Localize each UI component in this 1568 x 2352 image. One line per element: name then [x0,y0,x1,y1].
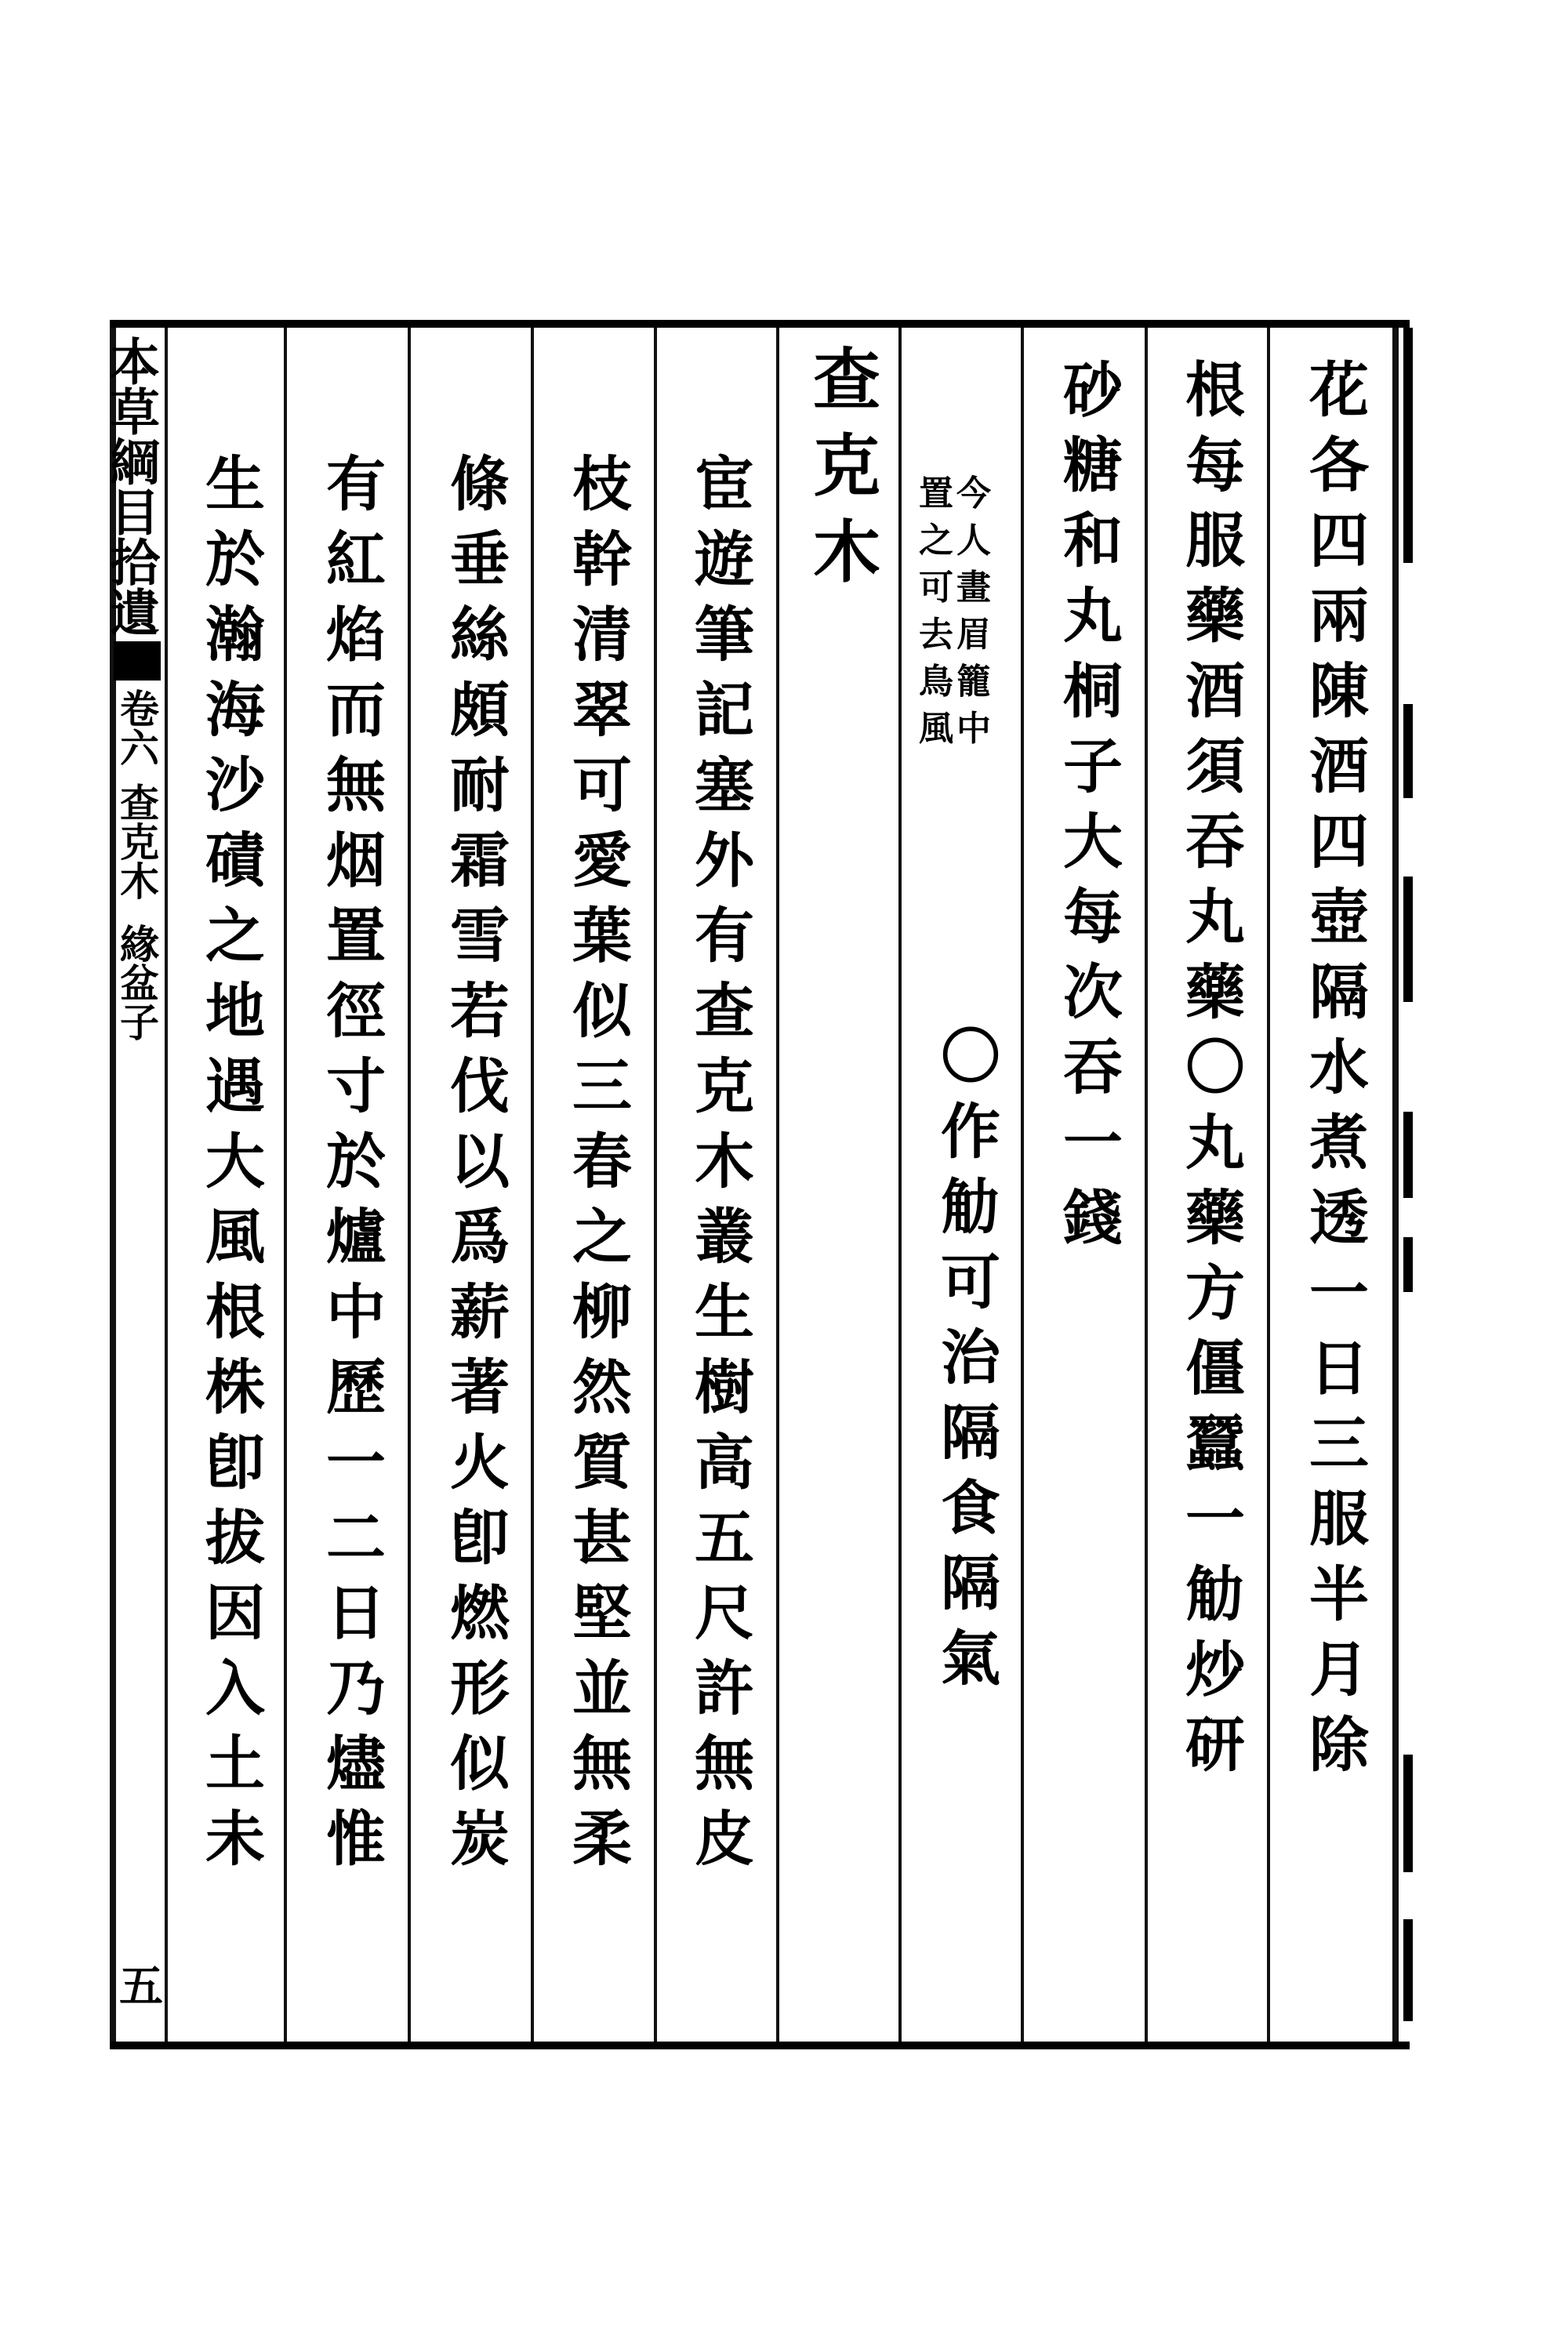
character: 卽 [450,1503,510,1573]
character: 糖 [1063,430,1123,500]
character: 形 [450,1653,510,1723]
character: 燼 [326,1729,386,1798]
column-rule [898,328,902,2042]
character: 愛 [572,826,632,895]
character: 四 [1309,807,1369,877]
character: 筆 [695,600,754,670]
character: 未 [205,1804,265,1874]
character: 條 [450,449,510,519]
character: 每 [1185,430,1245,500]
character: 無 [695,1729,754,1798]
character: 記 [695,675,754,745]
character: 徑 [326,976,386,1046]
character: 中 [326,1277,386,1347]
character: 爐 [326,1202,386,1272]
text-column-7 [563,447,641,1877]
character: 方 [1185,1258,1245,1328]
character: 歷 [326,1352,386,1422]
character: 之 [919,521,953,561]
character: 藥 [1185,957,1245,1027]
character: 和 [1063,506,1123,575]
banner-fishtail [114,641,161,681]
character: 根 [205,1277,265,1347]
character: 三 [572,1051,632,1121]
character: 克 [813,426,880,506]
character: 風 [205,1202,265,1272]
character: 枝 [572,449,632,519]
character: 酒 [1309,731,1369,801]
character: 炒 [1185,1635,1245,1704]
character: 有 [326,449,386,519]
character: 外 [695,826,754,895]
character: 三 [1309,1409,1369,1479]
character: 中 [956,709,991,749]
column-rule [1145,328,1148,2042]
character: 砂 [1063,355,1123,425]
character: 風 [919,709,953,749]
character: 於 [326,1127,386,1196]
character: 根 [1185,355,1245,425]
text-column-10 [196,447,274,1877]
character: 雪 [450,901,510,971]
character: 並 [572,1653,632,1723]
character: 土 [205,1729,265,1798]
interlinear-note [919,470,991,753]
volume-label: 卷六 [114,688,160,767]
next-entry-label: 緣盆子 [114,924,160,1041]
character: 無 [326,750,386,820]
character: 以 [450,1127,510,1196]
character: 煮 [1309,1108,1369,1178]
character: 清 [572,600,632,670]
character: 查 [695,976,754,1046]
character: 堅 [572,1578,632,1648]
text-column-3 [1054,353,1132,1256]
character: 觔 [941,1172,1000,1242]
note-column-right [956,470,991,753]
character: 之 [205,901,265,971]
character: 籠 [956,662,991,702]
character: 一 [326,1428,386,1497]
character: 除 [1309,1710,1369,1780]
character: 尺 [695,1578,754,1648]
character: 因 [205,1578,265,1648]
character: 霜 [450,826,510,895]
character: 烟 [326,826,386,895]
character: 二 [326,1503,386,1573]
character: 今 [956,474,991,514]
text-column-1 [1300,353,1378,1783]
character: 一 [1063,1108,1123,1178]
character: 塞 [695,750,754,820]
character: 若 [450,976,510,1046]
character: 春 [572,1127,632,1196]
character: 生 [695,1277,754,1347]
character: 隔 [1309,957,1369,1027]
character: 每 [1063,882,1123,952]
character: 去 [919,615,953,655]
character: 柔 [572,1804,632,1874]
character: 觔 [1185,1559,1245,1629]
margin-rule [165,328,168,2042]
character: 薪 [450,1277,510,1347]
character: 卽 [205,1428,265,1497]
character: 垂 [450,524,510,594]
character: 作 [941,1097,1000,1167]
character: 置 [919,474,953,514]
character: 一 [1185,1484,1245,1554]
character: 藥 [1185,581,1245,651]
character: 質 [572,1428,632,1497]
character: 木 [813,513,880,592]
character: 皮 [695,1804,754,1874]
character: 樹 [695,1352,754,1422]
punctuation-circle: 〇 [941,1022,1000,1091]
character: 查 [813,340,880,419]
text-column-9 [317,447,395,1877]
character: 火 [450,1428,510,1497]
character: 沙 [205,750,265,820]
character: 四 [1309,506,1369,575]
character: 食 [941,1473,1000,1543]
character: 似 [572,976,632,1046]
character: 壺 [1309,882,1369,952]
character: 入 [205,1653,265,1723]
character: 頗 [450,675,510,745]
character: 翠 [572,675,632,745]
character: 花 [1309,355,1369,425]
character: 服 [1185,506,1245,575]
character: 絲 [450,600,510,670]
character: 然 [572,1352,632,1422]
character: 燃 [450,1578,510,1648]
character: 透 [1309,1183,1369,1253]
character: 吞 [1063,1033,1123,1102]
character: 桐 [1063,656,1123,726]
character: 焰 [326,600,386,670]
character: 惟 [326,1804,386,1874]
character: 次 [1063,957,1123,1027]
character: 各 [1309,430,1369,500]
character: 人 [956,521,991,561]
character: 藥 [1185,1183,1245,1253]
column-rule [531,328,534,2042]
character: 生 [205,449,265,519]
character: 氣 [941,1624,1000,1693]
character: 眉 [956,615,991,655]
character: 爲 [450,1202,510,1272]
column-rule [1021,328,1024,2042]
character: 株 [205,1352,265,1422]
character: 幹 [572,524,632,594]
character: 五 [695,1503,754,1573]
character: 耐 [450,750,510,820]
character: 日 [326,1578,386,1648]
character: 陳 [1309,656,1369,726]
character: 丸 [1063,581,1123,651]
column-rule [1267,328,1270,2042]
page-number: 五 [119,1961,163,2013]
character: 水 [1309,1033,1369,1102]
entry-heading [808,337,886,596]
character: 可 [572,750,632,820]
book-title: 本草綱目拾遺 [101,336,160,637]
character: 須 [1185,731,1245,801]
column-rule [284,328,287,2042]
character: 叢 [695,1202,754,1272]
character: 拔 [205,1503,265,1573]
character: 紅 [326,524,386,594]
character: 高 [695,1428,754,1497]
character: 磧 [205,826,265,895]
character: 吞 [1185,807,1245,877]
text-column-8 [441,447,519,1877]
character: 畫 [956,568,991,608]
text-column-4 [931,1019,1010,1697]
character: 許 [695,1653,754,1723]
character: 子 [1063,731,1123,801]
character: 遊 [695,524,754,594]
section-label: 查克木 [114,782,160,900]
character: 僵 [1185,1334,1245,1403]
character: 葉 [572,901,632,971]
character: 可 [919,568,953,608]
character: 遇 [205,1051,265,1121]
binding-marks [1403,328,1414,2042]
punctuation-circle: 〇 [1185,1033,1245,1102]
character: 海 [205,675,265,745]
character: 可 [941,1247,1000,1317]
note-column-left [919,470,953,753]
character: 似 [450,1729,510,1798]
character: 甚 [572,1503,632,1573]
column-rule [776,328,779,2042]
character: 隔 [941,1548,1000,1618]
character: 鳥 [919,662,953,702]
outer-rule-right [1392,328,1399,2042]
character: 研 [1185,1710,1245,1780]
character: 大 [1063,807,1123,877]
character: 之 [572,1202,632,1272]
text-column-2 [1176,353,1254,1783]
character: 置 [326,901,386,971]
character: 寸 [326,1051,386,1121]
character: 炭 [450,1804,510,1874]
character: 乃 [326,1653,386,1723]
character: 半 [1309,1559,1369,1629]
character: 著 [450,1352,510,1422]
character: 有 [695,901,754,971]
character: 克 [695,1051,754,1121]
character: 兩 [1309,581,1369,651]
column-rule [408,328,411,2042]
character: 地 [205,976,265,1046]
character: 無 [572,1729,632,1798]
character: 一 [1309,1258,1369,1328]
character: 木 [695,1127,754,1196]
character: 日 [1309,1334,1369,1403]
character: 隔 [941,1398,1000,1468]
column-rule [654,328,657,2042]
character: 服 [1309,1484,1369,1554]
text-column-6 [685,447,764,1877]
character: 蠶 [1185,1409,1245,1479]
character: 於 [205,524,265,594]
margin-banner [101,328,165,2042]
character: 柳 [572,1277,632,1347]
character: 而 [326,675,386,745]
character: 錢 [1063,1183,1123,1253]
character: 伐 [450,1051,510,1121]
character: 瀚 [205,600,265,670]
character: 大 [205,1127,265,1196]
character: 丸 [1185,882,1245,952]
character: 宦 [695,449,754,519]
character: 月 [1309,1635,1369,1704]
character: 酒 [1185,656,1245,726]
character: 治 [941,1323,1000,1392]
character: 丸 [1185,1108,1245,1178]
